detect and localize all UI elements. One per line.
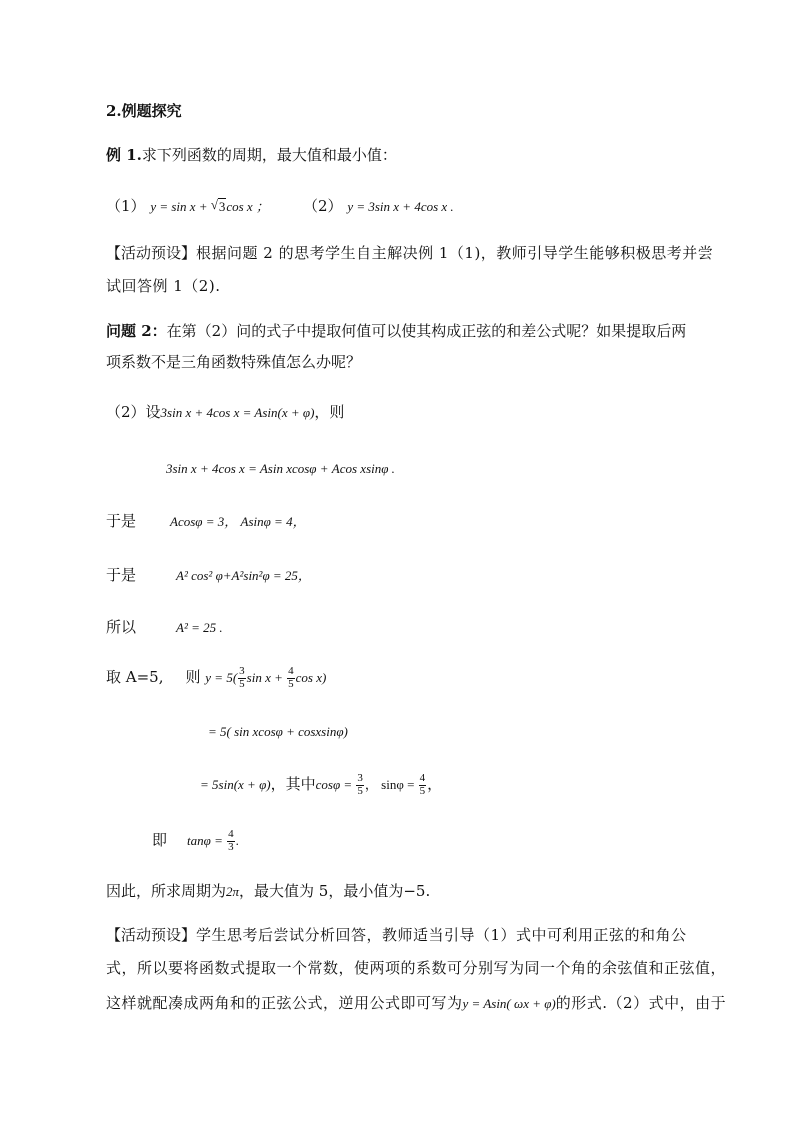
fraction-sin: $\frac{4}{5}$ (419, 772, 426, 797)
line-3-formula: y = Asin( ωx + φ) (462, 996, 556, 1011)
fraction-3-5: $\frac{3}{5}$ (239, 665, 245, 690)
activity-1-line-2: 试回答例 1（2). (106, 277, 221, 295)
step-6-mid: sin x + (246, 670, 287, 686)
activity-2-line-1 (106, 928, 687, 943)
step-1-prefix: （2）设 (106, 403, 161, 421)
step-8-end: ， (427, 775, 443, 794)
step-4-formula: A² cos² φ+A²sin²φ = 25， (176, 568, 311, 583)
fraction-tan: $\frac{4}{3}$ (228, 828, 234, 853)
line-3-b: 的形式.（2）式中，由于 (555, 994, 727, 1012)
solution-step-8 (200, 773, 442, 797)
step-1-suffix: ，则 (314, 403, 345, 421)
solution-conclusion (106, 884, 430, 899)
sqrt-symbol: √ 3 (211, 200, 227, 213)
conclusion-b: ，最大值为 5，最小值为−5. (239, 882, 431, 900)
solution-step-7 (208, 724, 348, 739)
fraction-4-5: $\frac{4}{5}$ (288, 665, 294, 690)
example-items (106, 199, 454, 214)
step-9-end: . (235, 833, 239, 849)
step-4-word: 于是 (106, 566, 137, 584)
example-text: 求下列函数的周期，最大值和最小值： (141, 146, 397, 164)
fraction-cos: $\frac{3}{5}$ (357, 772, 363, 797)
item-2-formula: y = 3sin x + 4cos x . (347, 199, 454, 214)
solution-step-5 (106, 620, 223, 635)
activity-2-text: 学生思考后尝试分析回答，教师适当引导（1）式中可利用正弦的和角公 (196, 926, 687, 944)
item-1-formula (150, 199, 272, 214)
step-8-sin: ， sinφ = (364, 777, 418, 793)
conclusion-a: 因此，所求周期为 (106, 882, 227, 900)
solution-step-3 (106, 514, 306, 529)
step-3-word: 于是 (106, 512, 137, 530)
item-2-label: （2） (302, 197, 343, 215)
solution-step-1 (106, 405, 344, 420)
step-2-formula: 3sin x + 4cos x = Asin xcosφ + Acos xsinφ . (166, 461, 395, 476)
example-label: 例 1. (106, 146, 142, 164)
question-text: 在第（2）问的式子中提取何值可以使其构成正弦的和差公式呢？如果提取后两 (166, 322, 687, 340)
line-3-a: 这样就配凑成两角和的正弦公式，逆用公式即可写为 (106, 994, 463, 1012)
activity-2-line-2: 式，所以要将函数式提取一个常数，使两项的系数可分别写为同一个角的余弦值和正弦值， (106, 959, 727, 977)
step-9-pre: tanφ = (187, 833, 227, 849)
example-1 (106, 148, 397, 163)
step-6-then: 则 (185, 668, 201, 687)
solution-step-9 (152, 829, 239, 853)
step-9-word: 即 (152, 831, 168, 850)
step-1-formula: 3sin x + 4cos x = Asin(x + φ) (160, 405, 315, 420)
activity-1-line-1 (106, 246, 713, 261)
question-label: 问题 2： (106, 322, 167, 340)
question-2-line-1 (106, 324, 686, 339)
item-1-pre: y = sin x + (150, 199, 211, 214)
step-3-formula: Acosφ = 3， Asinφ = 4， (170, 514, 306, 529)
step-5-formula: A² = 25 . (176, 620, 223, 635)
solution-step-2 (166, 461, 395, 476)
activity-2-line-3 (106, 996, 726, 1011)
item-1-label: （1） (106, 197, 146, 215)
solution-step-6 (106, 666, 326, 690)
step-8-pre: = 5sin(x + φ) (200, 777, 271, 793)
step-8-cos: cosφ = (315, 777, 356, 793)
activity-tag: 【活动预设】 (106, 244, 197, 262)
conclusion-period: 2π (226, 884, 240, 899)
step-6-word: 取 A=5, (106, 668, 164, 687)
solution-step-4 (106, 568, 311, 583)
step-5-word: 所以 (106, 618, 137, 636)
activity-1-text: 根据问题 2 的思考学生自主解决例 1（1)，教师引导学生能够积极思考并尝 (196, 244, 714, 262)
step-6-post: cos x) (295, 670, 327, 686)
question-2-line-2: 项系数不是三角函数特殊值怎么办呢？ (106, 353, 362, 371)
step-6-pre: y = 5( (205, 670, 238, 686)
section-title: 2.例题探究 (106, 102, 182, 120)
item-1-post: cos x ； (226, 199, 269, 214)
activity-2-tag: 【活动预设】 (106, 926, 197, 944)
step-8-word: ，其中 (270, 775, 316, 794)
step-7-formula: = 5( sin xcosφ + cosxsinφ) (208, 724, 348, 739)
